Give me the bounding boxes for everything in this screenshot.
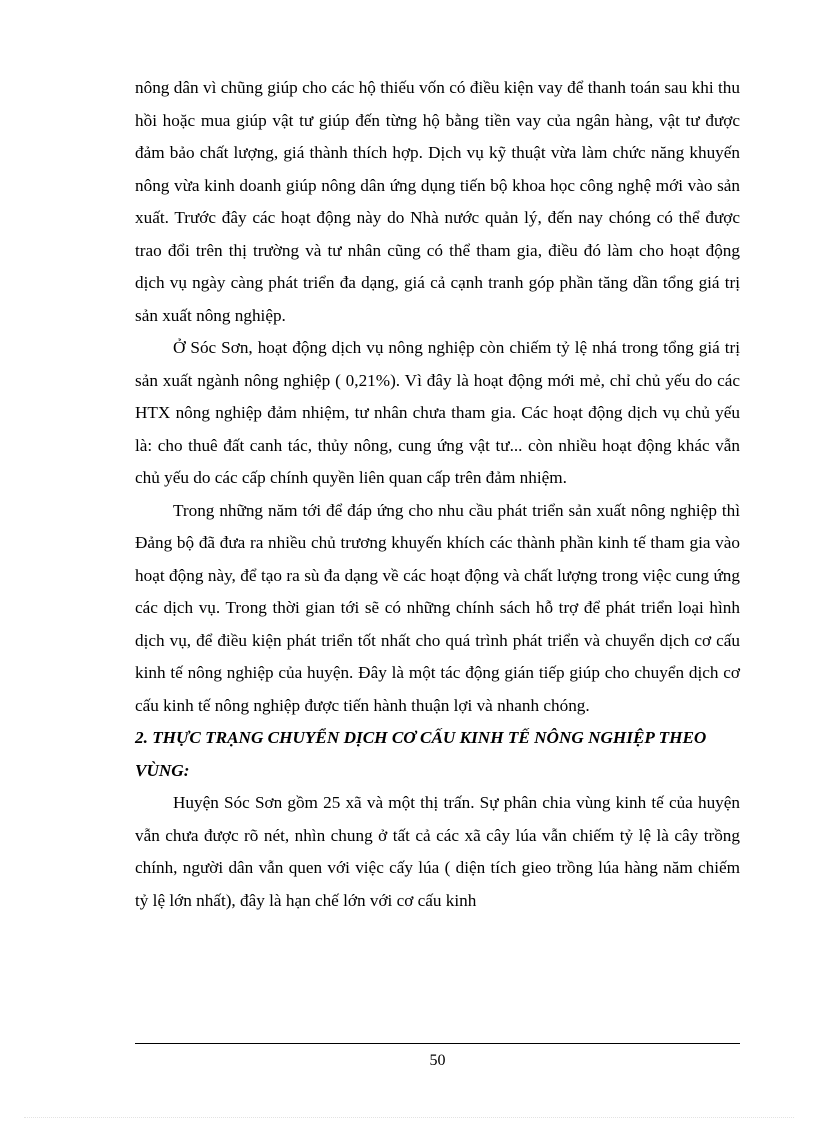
page-body [135,72,740,917]
footer-divider [135,1043,740,1044]
page-number: 50 [429,1052,446,1069]
paragraph-continued: nông dân vì chũng giúp cho các hộ thiếu vốn có điều kiện vay để thanh toán sau khi thu hồi hoặc mua giúp vật tư giúp đến từng hộ bằng tiền vay của ngân hàng, vật tư được đảm bảo chất lượng, giá thành thích hợp. Dịch vụ kỹ thuật vừa làm chức năng khuyến nông vừa kinh doanh giúp nông dân ứng dụng tiến bộ khoa học công nghệ mới vào sản xuất. Trước đây các hoạt động này do Nhà nước quản lý, đến nay chóng có thể được trao đổi trên thị trường và tư nhân cũng có thể tham gia, điều đó làm cho hoạt động dịch vụ ngày càng phát triển đa dạng, giá cả cạnh tranh góp phần tăng dần tổng giá trị sản xuất nông nghiệp. [135,78,740,325]
section-heading: 2. THỰC TRẠNG CHUYỂN DỊCH CƠ CẤU KINH TẾ NÔNG NGHIỆP THEO VÙNG: [135,728,707,780]
paragraph-regional-structure: Huyện Sóc Sơn gồm 25 xã và một thị trấn. Sự phân chia vùng kinh tế của huyện vẫn chưa được rõ nét, nhìn chung ở tất cả các xã cây lúa vẫn chiếm tỷ lệ là cây trồng chính, người dân vẫn quen với việc cấy lúa ( diện tích gieo trồng lúa hàng năm chiếm tỷ lệ lớn nhất), đây là hạn chế lớn với cơ cấu kinh [135,793,740,910]
paragraph-future-plans: Trong những năm tới để đáp ứng cho nhu cầu phát triển sản xuất nông nghiệp thì Đảng bộ đã đưa ra nhiều chủ trương khuyến khích các thành phần kinh tế tham gia vào hoạt động này, để tạo ra sù đa dạng về các hoạt động và chất lượng trong việc cung ứng các dịch vụ. Trong thời gian tới sẽ có những chính sách hỗ trợ để phát triển loại hình dịch vụ, để điều kiện phát triển tốt nhất cho quá trình phát triển và chuyển dịch cơ cấu kinh tế nông nghiệp của huyện. Đây là một tác động gián tiếp giúp cho chuyển dịch cơ cấu kinh tế nông nghiệp được tiến hành thuận lợi và nhanh chóng. [135,500,740,715]
paragraph-soc-son-services: Ở Sóc Sơn, hoạt động dịch vụ nông nghiệp còn chiếm tỷ lệ nhá trong tổng giá trị sản xuất ngành nông nghiệp ( 0,21%). Vì đây là hoạt động mới mẻ, chỉ chủ yếu do các HTX nông nghiệp đảm nhiệm, tư nhân chưa tham gia. Các hoạt động dịch vụ chủ yếu là: cho thuê đất canh tác, thủy nông, cung ứng vật tư... còn nhiều hoạt động khác vẫn chủ yếu do các cấp chính quyền liên quan cấp trên đảm nhiệm. [135,338,740,487]
page-edge-line [24,1117,794,1118]
